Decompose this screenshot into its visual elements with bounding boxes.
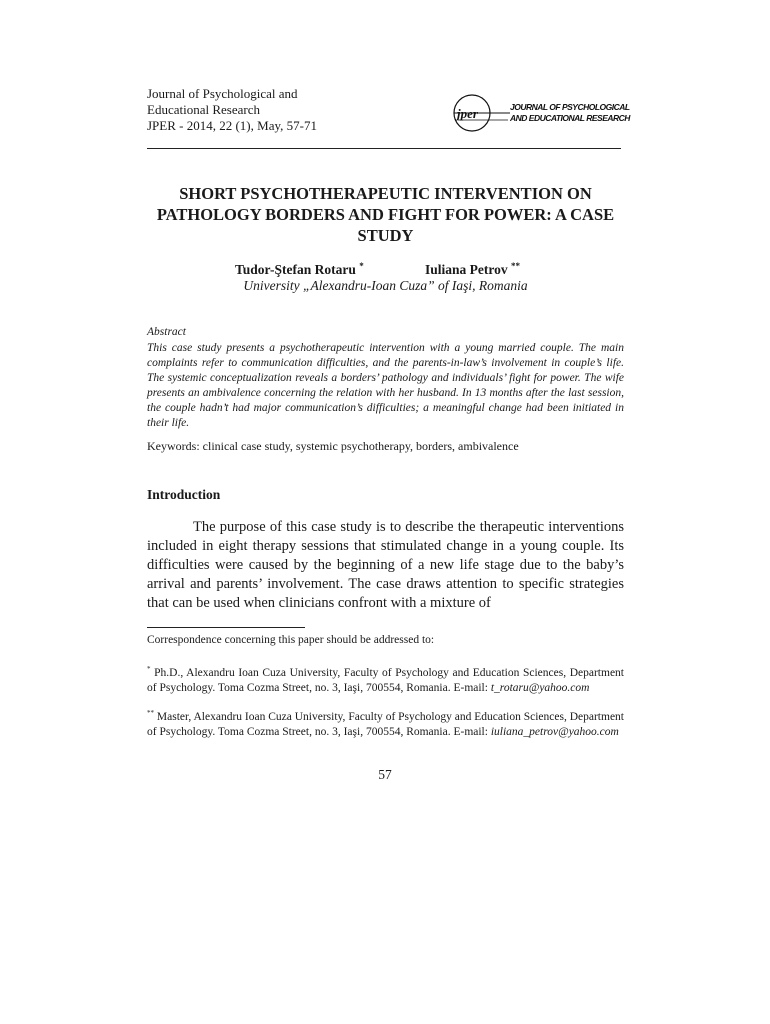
logo-text-line2: AND EDUCATIONAL RESEARCH xyxy=(510,113,630,123)
author-2 xyxy=(425,261,520,278)
footnote-2-mark: ** xyxy=(147,709,154,717)
author-1-name: Tudor-Ştefan Rotaru xyxy=(235,262,356,277)
footnote-2-email: iuliana_petrov@yahoo.com xyxy=(490,726,619,738)
author-2-name: Iuliana Petrov xyxy=(425,262,508,277)
author-1-mark: * xyxy=(359,261,364,271)
page-number: 57 xyxy=(378,767,392,782)
abstract-text: This case study presents a psychotherapeutic intervention with a young married couple. The main complaints refer to communication difficulties, and the parents-in-law’s involvement in couple’s life. The systemic conceptualization reveals a borders’ pathology and individuals’ fight for power. The wife presents an ambivalence concerning the relation with her husband. In 13 months after the last session, the couple hadn’t had major communication’s difficulties; a meaningful change had been initiated in their life. xyxy=(147,342,624,429)
keywords: Keywords: clinical case study, systemic psychotherapy, borders, ambivalence xyxy=(147,439,519,453)
section-heading-introduction: Introduction xyxy=(147,487,221,502)
article-title: SHORT PSYCHOTHERAPEUTIC INTERVENTION ON PATHOLOGY BORDERS AND FIGHT FOR POWER: A CASE STUDY xyxy=(156,184,615,245)
abstract-label: Abstract xyxy=(147,326,186,338)
footnote-2-text: Master, Alexandru Ioan Cuza University, Faculty of Psychology and Education Sciences, Department of Psychology. Toma Cozma Street, no. 3, Iaşi, 700554, Romania. E-mail: xyxy=(147,711,624,738)
logo-text xyxy=(510,102,630,124)
journal-logo xyxy=(448,91,628,135)
journal-name-line2: Educational Research xyxy=(147,102,260,117)
journal-name-line1: Journal of Psychological and xyxy=(147,86,298,101)
journal-issue: JPER - 2014, 22 (1), May, 57-71 xyxy=(147,118,317,133)
footnote-1-mark: * xyxy=(147,665,151,673)
author-2-mark: ** xyxy=(511,261,521,271)
author-1 xyxy=(235,261,364,278)
footnote-1 xyxy=(147,662,624,696)
header-divider xyxy=(147,148,621,149)
affiliation: University „Alexandru-Ioan Cuza” of Iaşi, Romania xyxy=(243,278,528,293)
footnote-divider xyxy=(147,627,305,628)
footnote-1-email: t_rotaru@yahoo.com xyxy=(490,682,590,694)
logo-mark: jper xyxy=(457,106,478,121)
correspondence-note: Correspondence concerning this paper should be addressed to: xyxy=(147,634,435,646)
introduction-paragraph: The purpose of this case study is to describe the therapeutic interventions included in eight therapy sessions that stimulated change in a young couple. Its difficulties were caused by the beginning of a new life stage due to the baby’s arrival and parents’ involvement. The case draws attention to specific strategies that can be used when clinicians confront with a mixture of xyxy=(147,519,624,611)
footnote-1-text: Ph.D., Alexandru Ioan Cuza University, Faculty of Psychology and Education Sciences, Department of Psychology. Toma Cozma Street, no. 3, Iaşi, 700554, Romania. E-mail: xyxy=(147,667,624,694)
logo-text-line1: JOURNAL OF PSYCHOLOGICAL xyxy=(510,102,630,112)
jper-logo-icon xyxy=(448,91,512,135)
footnote-2 xyxy=(147,706,624,740)
